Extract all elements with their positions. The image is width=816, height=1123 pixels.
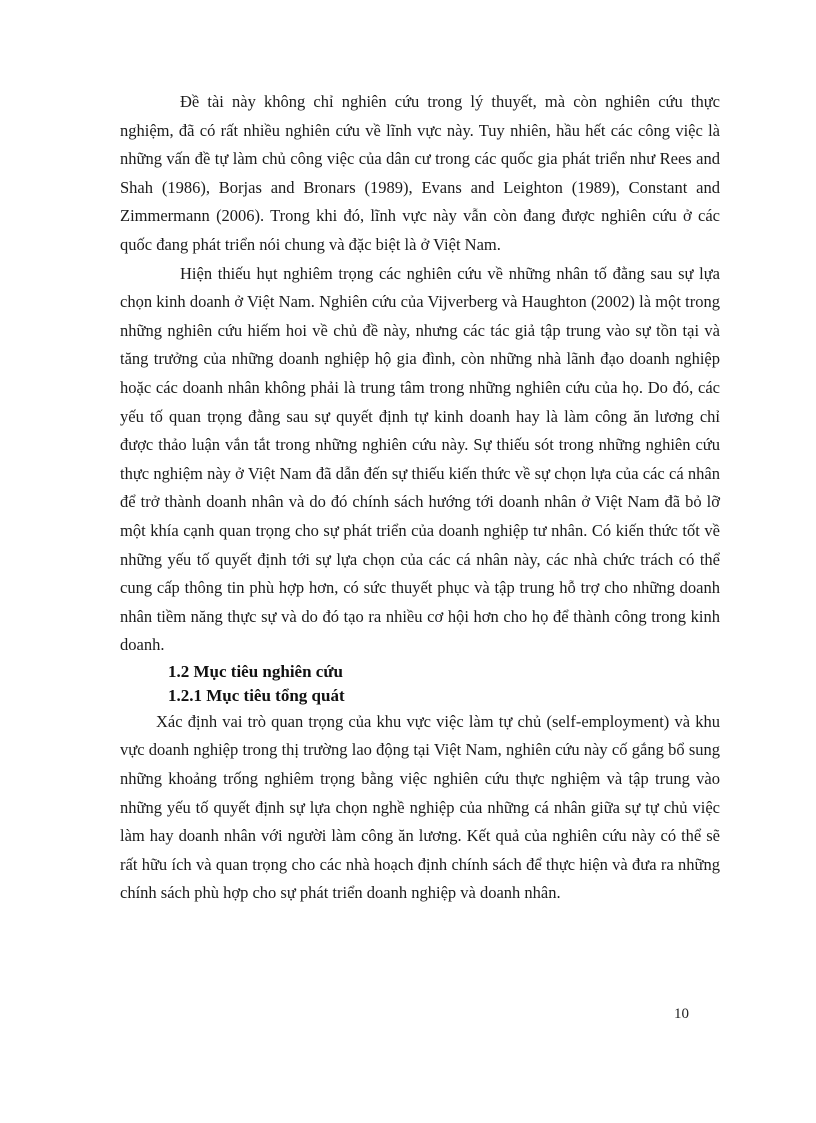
page-content — [120, 88, 720, 908]
subsection-heading-1-2-1: 1.2.1 Mục tiêu tổng quát — [168, 685, 345, 705]
paragraph-general-objective: Xác định vai trò quan trọng của khu vực việc làm tự chủ (self-employment) và khu vực doanh nghiệp trong thị trường lao động tại Việt Nam, nghiên cứu này cố gắng bổ sung những khoảng trống nghiêm trọng bằng việc nghiên cứu thực nghiệm và tập trung vào những yếu tố quyết định sự lựa chọn nghề nghiệp của những cá nhân giữa sự tự chủ việc làm hay doanh nhân với người làm công ăn lương. Kết quả của nghiên cứu này có thể sẽ rất hữu ích và quan trọng cho các nhà hoạch định chính sách để thực hiện và đưa ra những chính sách phù hợp cho sự phát triển doanh nghiệp và doanh nhân. — [120, 711, 720, 903]
paragraph-research-gap: Hiện thiếu hụt nghiêm trọng các nghiên cứu về những nhân tố đằng sau sự lựa chọn kinh doanh ở Việt Nam. Nghiên cứu của Vijverberg và Haughton (2002) là một trong những nghiên cứu hiếm hoi về chủ đề này, nhưng các tác giả tập trung vào sự tồn tại và tăng trưởng của những doanh nghiệp hộ gia đình, còn những nhà lãnh đạo doanh nghiệp hoặc các doanh nhân không phải là trung tâm trong những nghiên cứu của họ. Do đó, các yếu tố quan trọng đằng sau sự quyết định tự kinh doanh hay là làm công ăn lương chỉ được thảo luận vắn tắt trong những nghiên cứu này. Sự thiếu sót trong những nghiên cứu thực nghiệm này ở Việt Nam đã dẫn đến sự thiếu kiến thức về sự chọn lựa của các cá nhân để trở thành doanh nhân và do đó chính sách hướng tới doanh nhân ở Việt Nam đã bỏ lỡ một khía cạnh quan trọng cho sự phát triển của doanh nghiệp tư nhân. Có kiến thức tốt về những yếu tố quyết định tới sự lựa chọn của các cá nhân này, các nhà chức trách có thể cung cấp thông tin phù hợp hơn, có sức thuyết phục và tập trung hỗ trợ cho những doanh nhân tiềm năng thực sự và do đó tạo ra nhiều cơ hội hơn cho họ để thành công trong kinh doanh. — [120, 263, 720, 655]
page-number: 10 — [674, 1006, 689, 1022]
section-heading-1-2: 1.2 Mục tiêu nghiên cứu — [168, 661, 344, 681]
paragraph-literature-review: Đề tài này không chỉ nghiên cứu trong lý thuyết, mà còn nghiên cứu thực nghiệm, đã có rất nhiều nghiên cứu về lĩnh vực này. Tuy nhiên, hầu hết các công việc là những vấn đề tự làm chủ công việc của dân cư trong các quốc gia phát triển như Rees and Shah (1986), Borjas and Bronars (1989), Evans and Leighton (1989), Constant and Zimmermann (2006). Trong khi đó, lĩnh vực này vẫn còn đang được nghiên cứu ở các quốc đang phát triển nói chung và đặc biệt là ở Việt Nam. — [120, 92, 720, 254]
